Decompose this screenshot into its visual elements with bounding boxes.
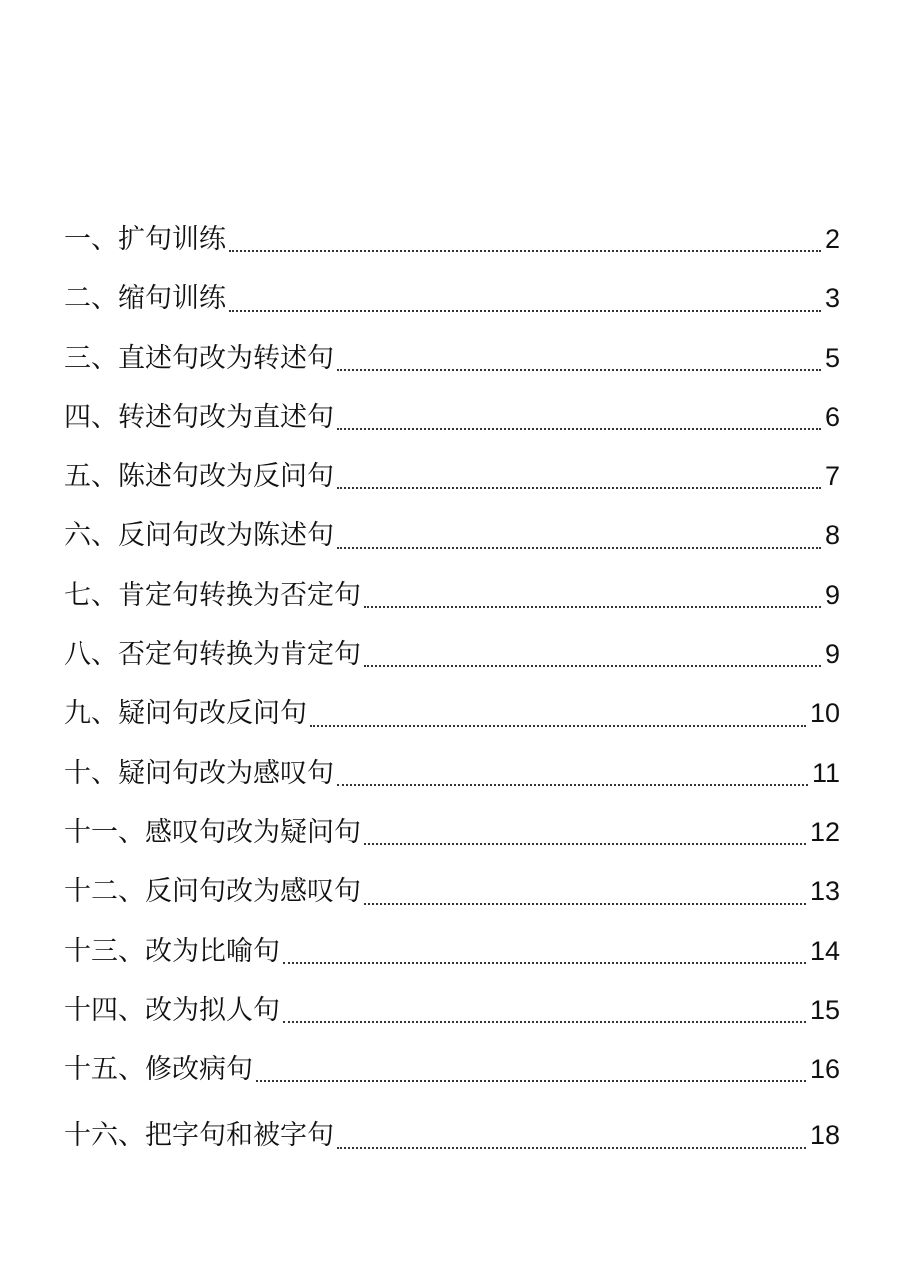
toc-entry[interactable] [64,684,840,743]
toc-entry[interactable] [64,1106,840,1165]
toc-dot-leader [337,447,821,506]
toc-page-number[interactable]: 14 [809,935,840,966]
toc-page-number[interactable]: 5 [824,342,840,373]
toc-entry[interactable] [64,922,840,981]
toc-page-number[interactable]: 9 [824,579,840,610]
toc-entry[interactable] [64,566,840,625]
toc-entry[interactable] [64,1040,840,1099]
toc-page-number[interactable]: 16 [809,1054,840,1085]
toc-entry[interactable] [64,447,840,506]
toc-entry-title[interactable]: 十、疑问句改为感叹句 [64,757,334,789]
toc-entry[interactable] [64,329,840,388]
toc-page-number[interactable]: 6 [824,401,840,432]
toc-entry-title[interactable]: 九、疑问句改反问句 [64,698,307,730]
toc-dot-leader [337,388,821,447]
toc-page-number[interactable]: 2 [824,224,840,254]
toc-page-number[interactable]: 10 [809,698,840,729]
toc-entry-title[interactable]: 十六、把字句和被字句 [64,1120,334,1152]
toc-entry[interactable] [64,625,840,684]
toc-page-number[interactable]: 3 [824,283,840,314]
toc-entry[interactable] [64,388,840,447]
toc-dot-leader [310,684,806,743]
toc-dot-leader [364,625,821,684]
toc-page-number[interactable]: 13 [809,876,840,907]
toc-entry-title[interactable]: 八、否定句转换为肯定句 [64,639,361,671]
toc-entry[interactable] [64,269,840,328]
toc-entry-title[interactable]: 十四、改为拟人句 [64,994,280,1026]
toc-dot-leader [283,922,806,981]
toc-dot-leader [337,1106,806,1165]
toc-dot-leader [337,329,821,388]
toc-dot-leader [229,210,821,269]
toc-entry-title[interactable]: 三、直述句改为转述句 [64,342,334,374]
toc-entry-title[interactable]: 五、陈述句改为反问句 [64,461,334,493]
toc-page-number[interactable]: 18 [809,1120,840,1151]
toc-entry-title[interactable]: 十三、改为比喻句 [64,935,280,967]
toc-entry-title[interactable]: 十二、反问句改为感叹句 [64,876,361,908]
toc-dot-leader [337,744,808,803]
toc-entry[interactable] [64,744,840,803]
toc-entry-title[interactable]: 四、转述句改为直述句 [64,401,334,433]
toc-page-number[interactable]: 11 [811,757,840,788]
toc-entry-title[interactable]: 七、肯定句转换为否定句 [64,579,361,611]
toc-entry-title[interactable]: 一、扩句训练 [64,224,226,255]
toc-entry[interactable] [64,210,840,269]
toc-page-number[interactable]: 12 [809,816,840,847]
toc-dot-leader [229,269,821,328]
toc-dot-leader [364,803,806,862]
toc-page-number[interactable]: 9 [824,639,840,670]
toc-entry-title[interactable]: 二、缩句训练 [64,283,226,315]
toc-entry[interactable] [64,981,840,1040]
toc-entry[interactable] [64,506,840,565]
toc-dot-leader [364,862,806,921]
toc-entry-title[interactable]: 六、反问句改为陈述句 [64,520,334,552]
toc-entry[interactable] [64,862,840,921]
toc-dot-leader [364,566,821,625]
toc-entry-title[interactable]: 十五、修改病句 [64,1054,253,1086]
toc-page-number[interactable]: 15 [809,994,840,1025]
toc-entry-title[interactable]: 十一、感叹句改为疑问句 [64,816,361,848]
toc-page-number[interactable]: 8 [824,520,840,551]
toc-dot-leader [283,981,806,1040]
toc-dot-leader [337,506,821,565]
toc-dot-leader [256,1040,806,1099]
toc-entry[interactable] [64,803,840,862]
table-of-contents [64,210,840,1166]
toc-page-number[interactable]: 7 [824,461,840,492]
